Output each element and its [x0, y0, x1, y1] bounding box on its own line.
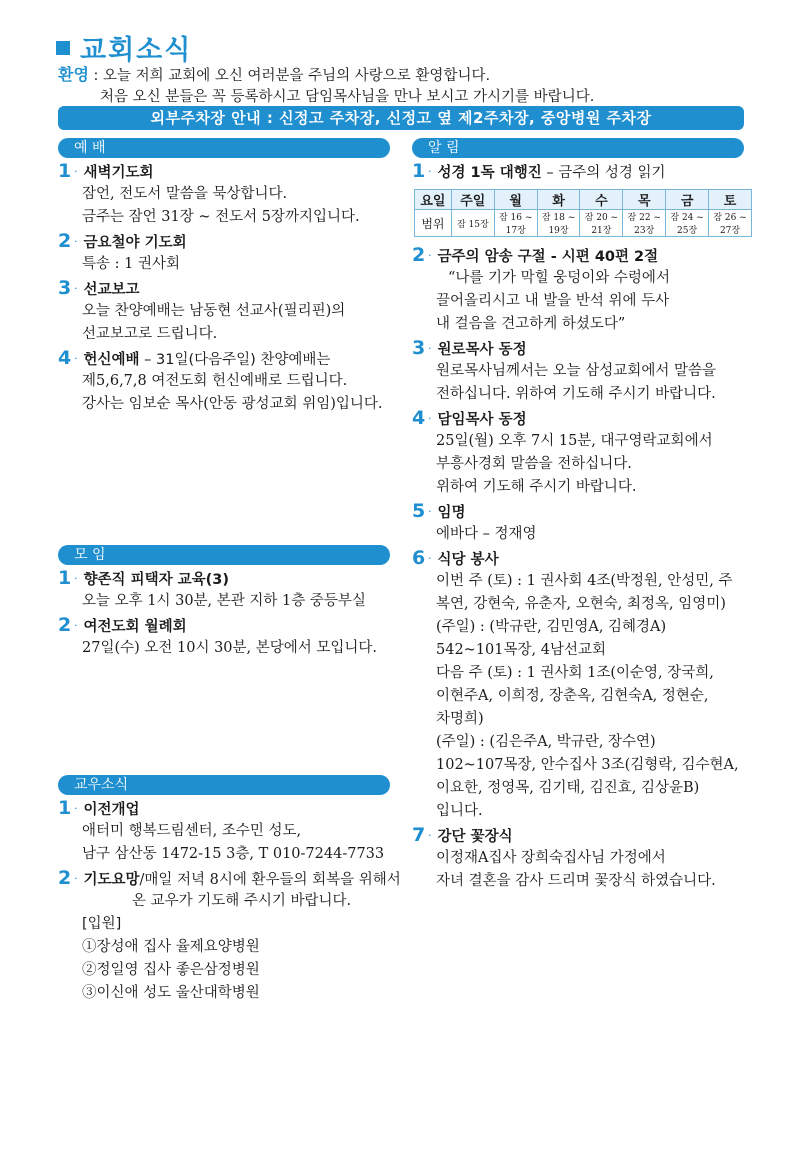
- notice-item-7: [412, 823, 752, 893]
- item-line: 전하십니다. 위하여 기도해 주시기 바랍니다.: [436, 386, 716, 402]
- dot-icon: ·: [74, 571, 78, 585]
- meeting-item-1: [58, 566, 398, 613]
- item-line: 오늘 오후 1시 30분, 본관 지하 1층 중등부실: [82, 593, 366, 609]
- item-line: 이현주A, 이희정, 장춘옥, 김현숙A, 정현순,: [436, 688, 709, 704]
- notice-item-5: [412, 499, 752, 546]
- table-cell: 잠 18 ~ 19장: [537, 210, 580, 237]
- item-line: (주일) : (김은주A, 박규란, 장수연): [436, 734, 656, 750]
- item-number: 5: [412, 500, 426, 522]
- table-row: [415, 190, 752, 210]
- welcome-label: 환영: [58, 65, 89, 84]
- table-header-cell: 주일: [451, 190, 494, 210]
- bible-reading-table: [414, 189, 752, 237]
- item-line: 자녀 결혼을 감사 드리며 꽃장식 하였습니다.: [436, 873, 716, 889]
- table-header-cell: 토: [709, 190, 752, 210]
- item-title: 이전개업: [83, 801, 140, 818]
- item-number: 1: [58, 797, 72, 819]
- notice-item-2: [412, 243, 752, 336]
- item-title: 원로목사 동정: [437, 341, 527, 358]
- item-line: 이정재A집사 장희숙집사님 가정에서: [436, 850, 666, 866]
- item-number: 3: [412, 337, 426, 359]
- worship-item-2: [58, 229, 398, 276]
- item-line: 선교보고로 드립니다.: [82, 326, 218, 342]
- notice-item-6: [412, 546, 752, 823]
- worship-section: [58, 159, 398, 416]
- page-title: [56, 28, 192, 67]
- dot-icon: ·: [428, 164, 432, 178]
- worship-item-1: [58, 159, 398, 229]
- item-line: 차명희): [436, 711, 484, 727]
- table-header-cell: 요일: [415, 190, 452, 210]
- dot-icon: ·: [428, 828, 432, 842]
- item-line: 제5,6,7,8 여전도회 헌신예배로 드립니다.: [82, 373, 348, 389]
- meeting-item-2: [58, 613, 398, 660]
- hospital-list-item: ②정일영 집사 좋은삼정병원: [82, 962, 260, 978]
- item-number: 1: [58, 567, 72, 589]
- item-number: 1: [58, 160, 72, 182]
- notices-section: [412, 159, 752, 893]
- item-line: 27일(수) 오전 10시 30분, 본당에서 모입니다.: [82, 640, 378, 656]
- dot-icon: ·: [428, 248, 432, 262]
- dot-icon: ·: [74, 618, 78, 632]
- item-line: “나를 기가 막힐 웅덩이와 수렁에서: [448, 270, 670, 286]
- item-title: 기도요망/매일 저녁 8시에 환우들의 회복을 위해서: [83, 871, 401, 888]
- item-line: 원로목사님께서는 오늘 삼성교회에서 말씀을: [436, 363, 716, 379]
- notice-item-1: [412, 159, 752, 237]
- meeting-section: [58, 566, 398, 660]
- item-number: 2: [58, 230, 72, 252]
- item-line: 25일(월) 오후 7시 15분, 대구영락교회에서: [436, 433, 713, 449]
- dot-icon: ·: [428, 551, 432, 565]
- meeting-section-header: 모 임: [58, 545, 390, 565]
- dot-icon: ·: [74, 281, 78, 295]
- hospital-label: [입원]: [82, 916, 122, 932]
- dot-icon: ·: [428, 411, 432, 425]
- dot-icon: ·: [74, 234, 78, 248]
- table-header-cell: 목: [623, 190, 666, 210]
- welcome-line-1: : 오늘 저희 교회에 오신 여러분을 주님의 사랑으로 환영합니다.: [93, 68, 491, 84]
- members-item-1: [58, 796, 403, 866]
- item-line: 내 걸음을 견고하게 하셨도다”: [436, 316, 626, 332]
- item-line: 부흥사경회 말씀을 전하십니다.: [436, 456, 632, 472]
- item-line: 입니다.: [436, 803, 483, 819]
- item-title: 금요철야 기도회: [83, 234, 187, 251]
- item-number: 2: [58, 614, 72, 636]
- table-header-cell: 월: [494, 190, 537, 210]
- table-cell: 잠 24 ~ 25장: [666, 210, 709, 237]
- table-header-cell: 화: [537, 190, 580, 210]
- table-header-cell: 수: [580, 190, 623, 210]
- item-line: 다음 주 (토) : 1 권사회 1조(이순영, 장국희,: [436, 665, 714, 681]
- item-title: 향존직 피택자 교육(3): [83, 571, 229, 588]
- item-title-rest: /매일 저녁 8시에 환우들의 회복을 위해서: [139, 871, 401, 888]
- members-item-2: [58, 866, 403, 1005]
- item-number: 2: [412, 244, 426, 266]
- item-title: 선교보고: [83, 281, 140, 298]
- dot-icon: ·: [74, 164, 78, 178]
- item-line: 오늘 찬양예배는 남동현 선교사(필리핀)의: [82, 303, 346, 319]
- hospital-list-item: ③이신애 성도 울산대학병원: [82, 985, 260, 1001]
- dot-icon: ·: [74, 801, 78, 815]
- table-cell: 잠 26 ~ 27장: [709, 210, 752, 237]
- item-line: 끌어올리시고 내 발을 반석 위에 두사: [436, 293, 670, 309]
- item-title: 성경 1독 대행진 – 금주의 성경 읽기: [437, 164, 666, 181]
- notices-section-header: 알 림: [412, 138, 744, 158]
- members-section-header: 교우소식: [58, 775, 390, 795]
- item-line: 애터미 행복드림센터, 조수민 성도,: [82, 823, 302, 839]
- hospital-list-item: ①장성애 집사 율제요양병원: [82, 939, 260, 955]
- item-line: 복연, 강현숙, 유춘자, 오현숙, 최정옥, 임영미): [436, 596, 726, 612]
- dot-icon: ·: [74, 351, 78, 365]
- notice-item-3: [412, 336, 752, 406]
- page-title-text: 교회소식: [80, 35, 193, 66]
- item-number: 1: [412, 160, 426, 182]
- table-header-cell: 금: [666, 190, 709, 210]
- item-line: 남구 삼산동 1472-15 3층, T 010-7244-7733: [82, 846, 385, 862]
- item-line: (주일) : (박규란, 김민영A, 김혜경A): [436, 619, 667, 635]
- item-line: 이번 주 (토) : 1 권사회 4조(박정원, 안성민, 주: [436, 573, 733, 589]
- item-number: 7: [412, 824, 426, 846]
- dot-icon: ·: [74, 871, 78, 885]
- square-bullet-icon: [56, 41, 70, 55]
- item-title: 강단 꽃장식: [437, 828, 513, 845]
- table-cell: 잠 15장: [451, 210, 494, 237]
- item-title-rest: – 31일(다음주일) 찬양예배는: [139, 351, 331, 368]
- dot-icon: ·: [428, 504, 432, 518]
- item-number: 4: [412, 407, 426, 429]
- item-title: 임명: [437, 504, 466, 521]
- item-number: 3: [58, 277, 72, 299]
- item-line: 잠언, 전도서 말씀을 묵상합니다.: [82, 186, 288, 202]
- item-title: 새벽기도회: [83, 164, 154, 181]
- item-number: 4: [58, 347, 72, 369]
- item-title-rest: – 금주의 성경 읽기: [541, 164, 666, 181]
- item-title: 담임목사 동정: [437, 411, 527, 428]
- table-cell: 잠 16 ~ 17장: [494, 210, 537, 237]
- table-cell: 잠 20 ~ 21장: [580, 210, 623, 237]
- worship-item-3: [58, 276, 398, 346]
- item-number: 6: [412, 547, 426, 569]
- item-number: 2: [58, 867, 72, 889]
- worship-section-header: 예 배: [58, 138, 390, 158]
- table-cell: 범위: [415, 210, 452, 237]
- item-title: 식당 봉사: [437, 551, 499, 568]
- notice-item-4: [412, 406, 752, 499]
- welcome-message: [58, 64, 594, 108]
- item-line: 특송 : 1 권사회: [82, 256, 180, 272]
- item-line: 이요한, 정영목, 김기태, 김진효, 김상윤B): [436, 780, 700, 796]
- item-title: 금주의 암송 구절 - 시편 40편 2절: [437, 248, 659, 265]
- item-title: 여전도회 월례회: [83, 618, 187, 635]
- item-line: 강사는 임보순 목사(안동 광성교회 위임)입니다.: [82, 396, 383, 412]
- table-cell: 잠 22 ~ 23장: [623, 210, 666, 237]
- welcome-line-2: 처음 오신 분들은 꼭 등록하시고 담임목사님을 만나 보시고 가시기를 바랍니다.: [100, 89, 595, 105]
- item-line: 102~107목장, 안수집사 3조(김형락, 김수현A,: [436, 757, 739, 773]
- item-line: 위하여 기도해 주시기 바랍니다.: [436, 479, 637, 495]
- table-row: [415, 210, 752, 237]
- worship-item-4: [58, 346, 398, 416]
- parking-banner: 외부주차장 안내 : 신정고 주차장, 신정고 옆 제2주차장, 중앙병원 주차장: [58, 106, 744, 130]
- item-line: 온 교우가 기도해 주시기 바랍니다.: [132, 893, 352, 909]
- members-section: [58, 796, 403, 1005]
- item-line: 금주는 잠언 31장 ~ 전도서 5장까지입니다.: [82, 209, 360, 225]
- dot-icon: ·: [428, 341, 432, 355]
- item-title: 헌신예배 – 31일(다음주일) 찬양예배는: [83, 351, 331, 368]
- item-line: 에바다 – 정재영: [436, 526, 537, 542]
- item-line: 542~101목장, 4남선교회: [436, 642, 606, 658]
